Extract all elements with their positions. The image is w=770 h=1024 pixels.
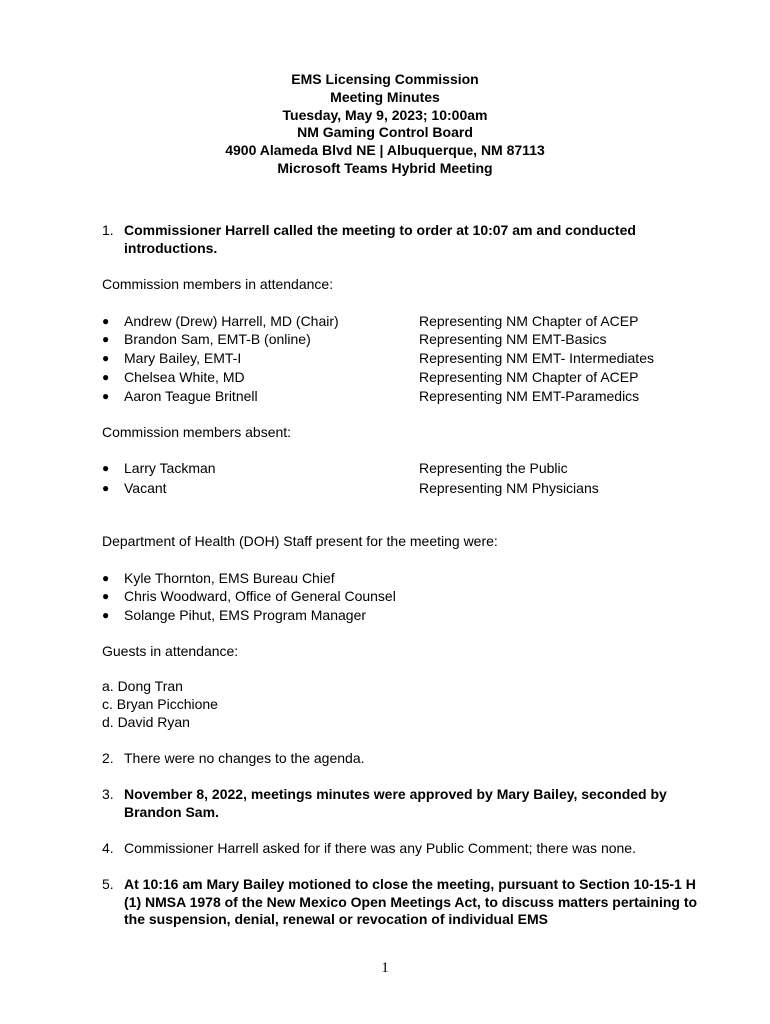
bullet-icon: ● <box>102 389 110 403</box>
item-number: 3. <box>102 786 114 802</box>
header-date: Tuesday, May 9, 2023; 10:00am <box>282 106 488 123</box>
bullet-icon: ● <box>102 608 110 622</box>
item-number: 5. <box>102 876 114 892</box>
item-text: November 8, 2022, meetings minutes were approved by Mary Bailey, seconded by Brandon Sam. <box>124 786 667 820</box>
bullet-icon: ● <box>102 332 110 346</box>
member-name: Mary Bailey, EMT-I <box>124 350 242 366</box>
member-representing: Representing NM Chapter of ACEP <box>419 369 639 385</box>
agenda-item-1 <box>0 222 770 258</box>
item-number: 4. <box>102 840 114 856</box>
bullet-icon: ● <box>102 370 110 384</box>
agenda-item-4 <box>0 840 770 858</box>
member-name: Vacant <box>124 480 167 496</box>
member-name: Andrew (Drew) Harrell, MD (Chair) <box>124 313 339 329</box>
agenda-item-3 <box>0 786 770 822</box>
item-text: There were no changes to the agenda. <box>124 750 365 766</box>
guest-item: d. David Ryan <box>102 714 190 730</box>
document-header <box>0 71 770 178</box>
member-name: Aaron Teague Britnell <box>124 388 258 404</box>
bullet-icon: ● <box>102 461 110 475</box>
agenda-item-5 <box>0 876 770 930</box>
header-venue: NM Gaming Control Board <box>297 124 473 141</box>
member-representing: Representing NM EMT-Basics <box>419 331 607 347</box>
member-name: Chelsea White, MD <box>124 369 245 385</box>
item-text: Commissioner Harrell asked for if there was any Public Comment; there was none. <box>124 840 636 856</box>
header-subtitle: Meeting Minutes <box>330 88 440 105</box>
item-text: Commissioner Harrell called the meeting to order at 10:07 am and conducted introductions. <box>124 222 636 256</box>
member-representing: Representing NM EMT-Paramedics <box>419 388 640 404</box>
absent-heading: Commission members absent: <box>102 424 292 440</box>
member-representing: Representing the Public <box>419 460 568 476</box>
guest-item: c. Bryan Picchione <box>102 696 218 712</box>
staff-name: Chris Woodward, Office of General Counsel <box>124 588 396 604</box>
guest-item: a. Dong Tran <box>102 678 183 694</box>
bullet-icon: ● <box>102 589 110 603</box>
bullet-icon: ● <box>102 314 110 328</box>
staff-name: Solange Pihut, EMS Program Manager <box>124 607 367 623</box>
bullet-icon: ● <box>102 351 110 365</box>
agenda-item-2 <box>0 750 770 768</box>
page-number: 1 <box>381 960 389 976</box>
member-representing: Representing NM Physicians <box>419 480 599 496</box>
member-name: Larry Tackman <box>124 460 216 476</box>
item-number: 2. <box>102 750 114 766</box>
staff-heading: Department of Health (DOH) Staff present for the meeting were: <box>102 533 498 549</box>
header-address: 4900 Alameda Blvd NE | Albuquerque, NM 87113 <box>225 142 545 159</box>
bullet-icon: ● <box>102 481 110 495</box>
header-meeting-type: Microsoft Teams Hybrid Meeting <box>277 159 493 176</box>
header-title: EMS Licensing Commission <box>291 71 479 87</box>
member-name: Brandon Sam, EMT-B (online) <box>124 331 311 347</box>
item-number: 1. <box>102 222 114 238</box>
bullet-icon: ● <box>102 571 110 585</box>
item-text: At 10:16 am Mary Bailey motioned to close the meeting, pursuant to Section 10-15-1 H (1) NMSA 1978 of the New Mexico Open Meetings Act, to discuss matters pertaining to the suspension, denial, renewal or revocation of individual EMS <box>124 876 698 927</box>
present-heading: Commission members in attendance: <box>102 276 334 292</box>
member-representing: Representing NM EMT- Intermediates <box>419 350 654 366</box>
member-representing: Representing NM Chapter of ACEP <box>419 313 639 329</box>
guests-heading: Guests in attendance: <box>102 643 239 659</box>
staff-name: Kyle Thornton, EMS Bureau Chief <box>124 570 335 586</box>
